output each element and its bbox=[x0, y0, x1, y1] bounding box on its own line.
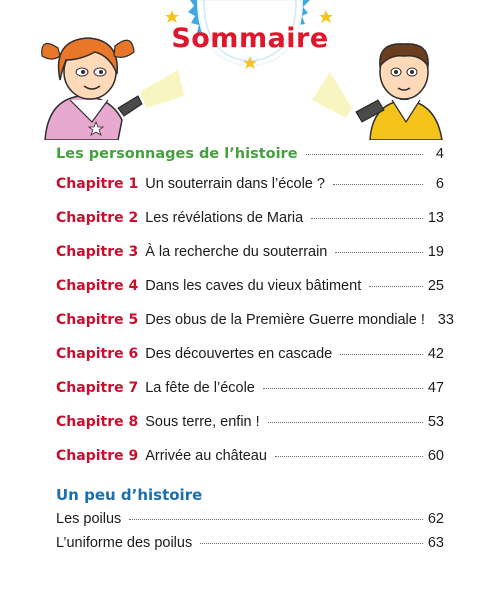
toc-row-chapter-9 bbox=[56, 448, 444, 464]
history-item-title: Les poilus bbox=[56, 511, 122, 527]
chapter-title: Arrivée au château bbox=[145, 448, 267, 464]
dot-leader bbox=[333, 183, 423, 185]
history-heading: Un peu d’histoire bbox=[56, 486, 203, 504]
toc-row-chapter-2 bbox=[56, 210, 444, 226]
chapter-title: Des découvertes en cascade bbox=[145, 346, 333, 362]
boy-character-illustration bbox=[312, 44, 442, 140]
chapter-title: La fête de l’école bbox=[145, 380, 255, 396]
page-number: 33 bbox=[437, 312, 454, 328]
toc-row-chapter-6 bbox=[56, 346, 444, 362]
page-number: 60 bbox=[427, 448, 444, 464]
page-number: 13 bbox=[427, 210, 444, 226]
dot-leader bbox=[306, 153, 423, 155]
toc-row-chapter-3 bbox=[56, 244, 444, 260]
chapter-title: Dans les caves du vieux bâtiment bbox=[145, 278, 362, 294]
toc-row-chapter-8 bbox=[56, 414, 444, 430]
girl-character-illustration bbox=[42, 38, 184, 140]
page-number: 62 bbox=[427, 511, 444, 527]
toc-row-chapter-4 bbox=[56, 278, 444, 294]
chapter-label: Chapitre 3 bbox=[56, 244, 139, 260]
dot-leader bbox=[340, 353, 423, 355]
toc-row-chapter-1 bbox=[56, 176, 444, 192]
characters-label: Les personnages de l’histoire bbox=[56, 146, 298, 162]
page-number: 6 bbox=[435, 176, 444, 192]
dot-leader bbox=[335, 251, 423, 253]
star-icon bbox=[165, 10, 179, 23]
chapter-label: Chapitre 1 bbox=[56, 176, 139, 192]
toc-row-characters bbox=[56, 146, 444, 162]
chapter-title: À la recherche du souterrain bbox=[145, 244, 328, 260]
dot-leader bbox=[263, 387, 423, 389]
chapter-label: Chapitre 6 bbox=[56, 346, 139, 362]
chapter-label: Chapitre 5 bbox=[56, 312, 139, 328]
dot-leader bbox=[311, 217, 423, 219]
page-number: 42 bbox=[427, 346, 444, 362]
history-item-title: L’uniforme des poilus bbox=[56, 535, 193, 551]
chapter-title: Des obus de la Première Guerre mondiale ! bbox=[145, 312, 425, 328]
page-number: 53 bbox=[427, 414, 444, 430]
star-icon bbox=[319, 10, 333, 23]
toc-row-history-2 bbox=[56, 535, 444, 551]
page-number: 4 bbox=[435, 146, 444, 162]
chapter-label: Chapitre 9 bbox=[56, 448, 139, 464]
page-number: 25 bbox=[427, 278, 444, 294]
dot-leader bbox=[200, 542, 423, 544]
dot-leader bbox=[369, 285, 423, 287]
chapter-label: Chapitre 4 bbox=[56, 278, 139, 294]
chapter-title: Les révélations de Maria bbox=[145, 210, 304, 226]
header-illustration bbox=[0, 0, 500, 140]
chapter-title: Un souterrain dans l’école ? bbox=[145, 176, 325, 192]
dot-leader bbox=[129, 518, 423, 520]
toc-row-chapter-7 bbox=[56, 380, 444, 396]
chapter-label: Chapitre 2 bbox=[56, 210, 139, 226]
dot-leader bbox=[268, 421, 423, 423]
chapter-label: Chapitre 8 bbox=[56, 414, 139, 430]
page-number: 19 bbox=[427, 244, 444, 260]
chapter-title: Sous terre, enfin ! bbox=[145, 414, 260, 430]
toc-row-history-1 bbox=[56, 511, 444, 527]
chapter-label: Chapitre 7 bbox=[56, 380, 139, 396]
page-number: 47 bbox=[427, 380, 444, 396]
dot-leader bbox=[275, 455, 423, 457]
toc-row-chapter-5 bbox=[56, 312, 454, 328]
page-title: Sommaire bbox=[171, 23, 329, 54]
page-number: 63 bbox=[427, 535, 444, 551]
